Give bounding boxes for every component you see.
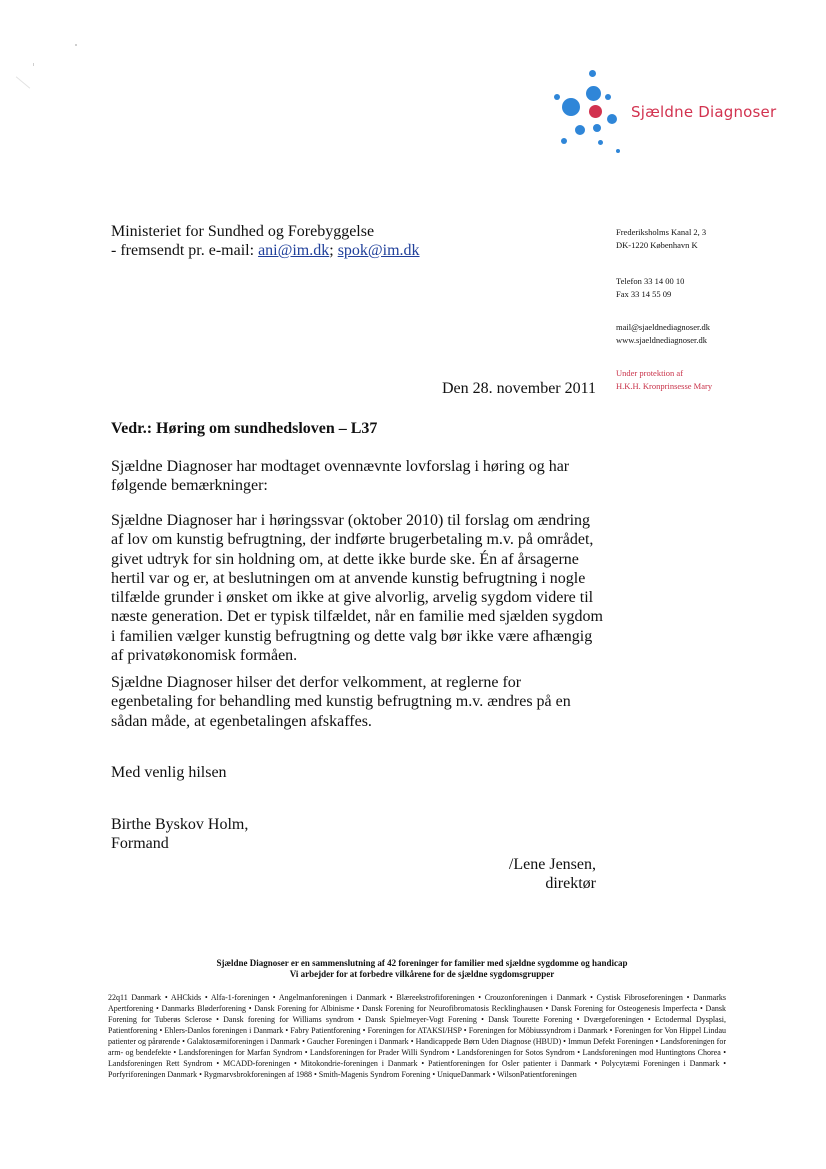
text-line: følgende bemærkninger: — [111, 477, 268, 495]
sender-phone: Telefon 33 14 00 10 — [616, 276, 685, 286]
text-line: sådan måde, at egenbetalingen afskaffes. — [111, 712, 372, 730]
text-line: hertil var og er, at beslutningen om at anvende kunstig befrugtning i nogle — [111, 569, 586, 587]
logo-dot — [605, 94, 611, 100]
recipient-name: Ministeriet for Sundhed og Forebyggelse — [111, 223, 375, 240]
letter-subject: Vedr.: Høring om sundhedsloven – L37 — [111, 420, 378, 437]
signer-chair — [111, 815, 611, 854]
text-line: af privatøkonomisk formåen. — [111, 647, 298, 665]
body-paragraph-3 — [111, 673, 611, 731]
footer-heading-line2: Vi arbejder for at forbedre vilkårene for de sjældne sygdomsgrupper — [289, 968, 555, 979]
scan-speck — [75, 44, 77, 46]
text-line: egenbetaling for behandling med kunstig befrugtning m.v. ændres på en — [111, 693, 571, 711]
logo-dot — [589, 70, 596, 77]
organization-logo — [552, 62, 777, 162]
signer-director — [508, 855, 596, 894]
footer-heading-line1: Sjældne Diagnoser er en sammenslutning af 42 foreninger for familier med sjældne sygdomme og handicap — [216, 958, 628, 968]
recipient-block — [111, 222, 420, 260]
signer-director-title: direktør — [545, 875, 596, 893]
logo-dot — [561, 138, 567, 144]
logo-dot — [598, 140, 603, 145]
text-line: næste generation. Det er typisk tilfældet, når en familie med sjælden sygdom — [111, 608, 603, 626]
signer-director-name: /Lene Jensen, — [508, 856, 596, 873]
signer-chair-title: Formand — [111, 835, 169, 853]
sender-phone-block — [616, 275, 684, 301]
patronage-block — [616, 367, 712, 393]
sender-contact-block — [616, 321, 710, 347]
closing: Med venlig hilsen — [111, 764, 227, 781]
sender-address — [616, 226, 706, 252]
scan-speck — [16, 76, 30, 88]
logo-dot — [562, 98, 580, 116]
signer-chair-name: Birthe Byskov Holm, — [111, 816, 249, 833]
logo-dot-red — [589, 105, 602, 118]
sender-address-line2: DK-1220 København K — [616, 240, 698, 250]
patronage-line2: H.K.H. Kronprinsesse Mary — [616, 381, 713, 391]
logo-text: Sjældne Diagnoser — [631, 103, 777, 121]
letter-date: Den 28. november 2011 — [442, 380, 597, 397]
recipient-email-line — [111, 241, 420, 260]
patronage-line1: Under protektion af — [616, 368, 684, 378]
text-line: Sjældne Diagnoser hilser det derfor velkomment, at reglerne for — [111, 674, 522, 691]
email-separator: ; — [329, 242, 338, 259]
body-paragraph-1 — [111, 457, 611, 496]
email-link-ani[interactable]: ani@im.dk — [258, 242, 330, 259]
footer-heading — [96, 958, 748, 979]
body-paragraph-2 — [111, 511, 611, 665]
text-line: i familien vælger kunstig befrugtning og dette valg bør ikke være afhængig — [111, 627, 593, 645]
logo-dot — [554, 94, 560, 100]
logo-dot — [607, 114, 617, 124]
text-line: af lov om kunstig befrugtning, der indførte brugerbetaling m.v. på området, — [111, 531, 594, 549]
text-line: tilfælde grunder i ønsket om ikke at give alvorlig, arvelig sygdom videre til — [111, 589, 594, 607]
email-prefix: - fremsendt pr. e-mail: — [111, 242, 259, 259]
text-line: Sjældne Diagnoser har i høringssvar (oktober 2010) til forslag om ændring — [111, 512, 591, 529]
logo-dot — [575, 125, 585, 135]
sender-email: mail@sjaeldnediagnoser.dk — [616, 322, 710, 332]
text-line: givet udtryk for sin holdning om, at dette ikke burde ske. Én af årsagerne — [111, 550, 579, 568]
sender-address-line1: Frederiksholms Kanal 2, 3 — [616, 227, 707, 237]
logo-dot — [616, 149, 620, 153]
sender-fax: Fax 33 14 55 09 — [616, 289, 672, 299]
email-link-spok[interactable]: spok@im.dk — [337, 242, 420, 259]
footer-member-list: 22q11 Danmark • AHCkids • Alfa-1-foreningen • Angelmanforeningen i Danmark • Blæreekstrofiforeningen • Crouzonforeningen i Danmark • Cystisk Fibroseforeningen • Danmarks Apertforening • Danmarks Bløderforening • Dansk Forening for Albinisme • Dansk Forening for Neurofibromatosis Recklinghausen • Dansk Forening for Osteogenesis Imperfecta • Dansk Forening for Tuberøs Sclerose • Dansk forening for Williams syndrom • Dansk Spielmeyer-Vogt Forening • Dansk Tourette Forening • Dværgeforeningen • Ectodermal Dysplasi, Patientforening • Ehlers-Danlos foreningen i Danmark • Fabry Patientforening • Foreningen for ATAKSI/HSP • Foreningen for Möbiussyndrom i Danmark • Foreningen for Von Hippel Lindau patienter og pårørende • Galaktosæmiforeningen i Danmark • Gaucher Foreningen i Danmark • Handicappede Børn Uden Diagnose (HBUD) • Immun Defekt Foreningen • Landsforeningen for arm- og bendefekte • Landsforeningen for Marfan Syndrom • Landsforeningen for Prader Willi Syndrom • Landsforeningen for Sotos Syndrom • Landsforeningen mod Huntingtons Chorea • Landsforeningen Rett Syndrom • MCADD-foreningen • Mitokondrie-foreningen i Danmark • Patientforeningen for Osler patienter i Danmark • Polycytæmi Foreningen i Danmark • Porfyriforeningen Danmark • Rygmarvsbrokforeningen af 1988 • Smith-Magenis Syndrom Forening • UniqueDanmark • WilsonPatientforeningen — [108, 993, 726, 1079]
logo-dot — [586, 86, 601, 101]
scan-speck — [33, 63, 34, 66]
logo-dot — [593, 124, 601, 132]
sender-website: www.sjaeldnediagnoser.dk — [616, 335, 708, 345]
text-line: Sjældne Diagnoser har modtaget ovennævnte lovforslag i høring og har — [111, 458, 570, 475]
